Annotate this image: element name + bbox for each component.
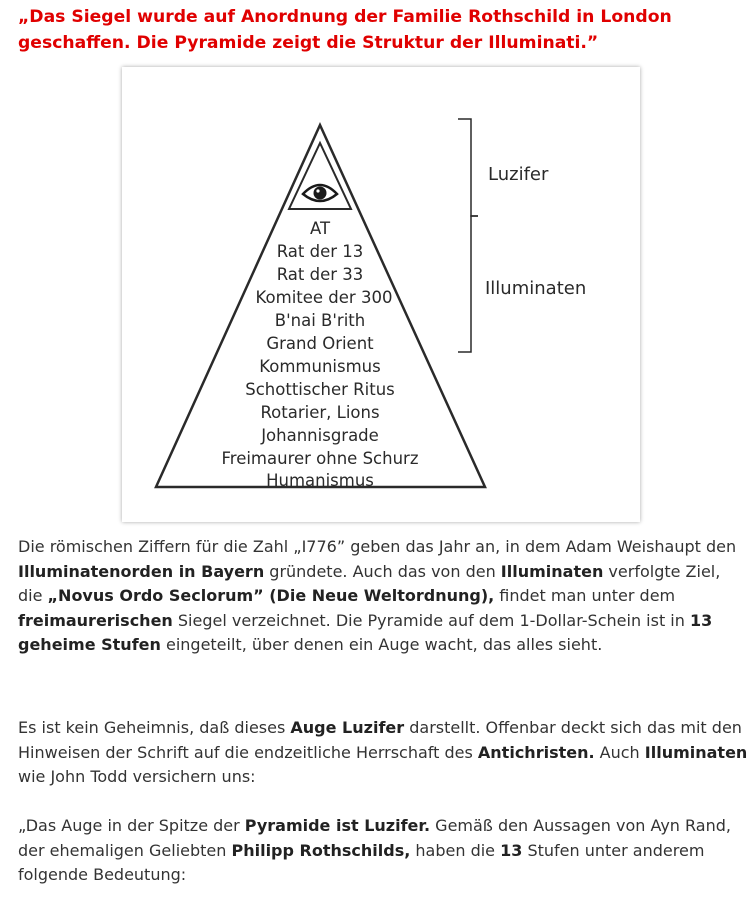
p1-text-4: findet man unter dem (494, 586, 676, 605)
pyramid-level-8: Schottischer Ritus (245, 380, 395, 399)
pyramid-level-5: B'nai B'rith (274, 311, 366, 330)
p2-bold-3: Illuminaten (644, 742, 748, 762)
pyramid-level-4: Komitee der 300 (255, 288, 393, 307)
paragraph-3 (18, 814, 748, 888)
bracket-label-illuminaten: Illuminaten (485, 278, 587, 299)
p1-bold-6: 13 geheime Stufen (18, 610, 713, 654)
paragraph-1 (18, 535, 748, 658)
bracket-label-luzifer: Luzifer (488, 164, 549, 185)
bracket-luzifer (458, 119, 478, 216)
p2-text-2: darstellt. Offenbar deckt sich das mit den Hinweisen der Schrift auf die endzeitliche Herrschaft des (18, 718, 742, 762)
p3-bold-3: 13 (500, 840, 523, 860)
pyramid-level-2: Rat der 13 (276, 242, 364, 261)
pyramid-level-1: AT (309, 219, 331, 238)
pyramid-level-7: Kommunismus (259, 357, 381, 376)
p1-text-2: gründete. Auch das von den (264, 561, 501, 581)
pyramid-level-6: Grand Orient (266, 334, 374, 353)
p1-text-1: Die römischen Ziffern für die Zahl „I776” geben das Jahr an, in dem Adam Weishaupt den (18, 537, 737, 556)
p3-text-3: haben die (410, 840, 501, 860)
heading-line-2: geschaffen. Die Pyramide zeigt die Struktur der Illuminati.” (18, 33, 599, 53)
bracket-illuminaten (458, 216, 478, 352)
p1-text-5: Siegel verzeichnet. Die Pyramide auf dem 1-Dollar-Schein ist in (172, 610, 690, 630)
p2-text-3: Auch (594, 742, 645, 762)
p2-bold-2: Antichristen. (477, 742, 595, 762)
pyramid-diagram (122, 67, 640, 522)
p3-text-4: Stufen unter anderem folgende Bedeutung: (18, 840, 705, 884)
p2-text-1: Es ist kein Geheimnis, daß dieses (18, 718, 291, 737)
p3-text-2: Gemäß den Aussagen von Ayn Rand, der ehemaligen Geliebten (18, 816, 731, 860)
p1-red-link: Die Neue Weltordnung (276, 586, 481, 605)
p3-bold-2: Philipp Rothschilds, (231, 840, 411, 860)
pyramid-level-10: Johannisgrade (261, 426, 379, 445)
p1-bold-5: freimaurerischen (18, 610, 173, 630)
pyramid-level-9: Rotarier, Lions (260, 403, 380, 422)
p2-bold-1: Auge Luzifer (290, 718, 405, 737)
p3-bold-1: Pyramide ist Luzifer. (244, 816, 431, 835)
eye-icon (303, 185, 337, 201)
pyramid-level-3: Rat der 33 (276, 265, 364, 284)
paragraph-2 (18, 716, 748, 790)
p2-text-4: wie John Todd versichern uns: (18, 767, 256, 786)
p1-bold-3: „Novus Ordo Seclorum” ( (47, 586, 277, 605)
pyramid-level-11: Freimaurer ohne Schurz (221, 449, 419, 468)
pyramid-level-12: Humanismus (266, 471, 374, 490)
article-heading (18, 4, 748, 56)
pyramid-figure (122, 67, 640, 522)
p1-bold-2: Illuminaten (500, 561, 604, 581)
p1-text-3: verfolgte Ziel, die (18, 561, 721, 605)
p1-text-6: eingeteilt, über denen ein Auge wacht, das alles sieht. (160, 635, 603, 654)
p1-bold-4: ), (480, 586, 495, 605)
heading-line-1: „Das Siegel wurde auf Anordnung der Familie Rothschild in London (18, 7, 672, 27)
p3-text-1: „Das Auge in der Spitze der (18, 816, 245, 835)
p1-bold-1: Illuminatenorden in Bayern (18, 561, 265, 581)
